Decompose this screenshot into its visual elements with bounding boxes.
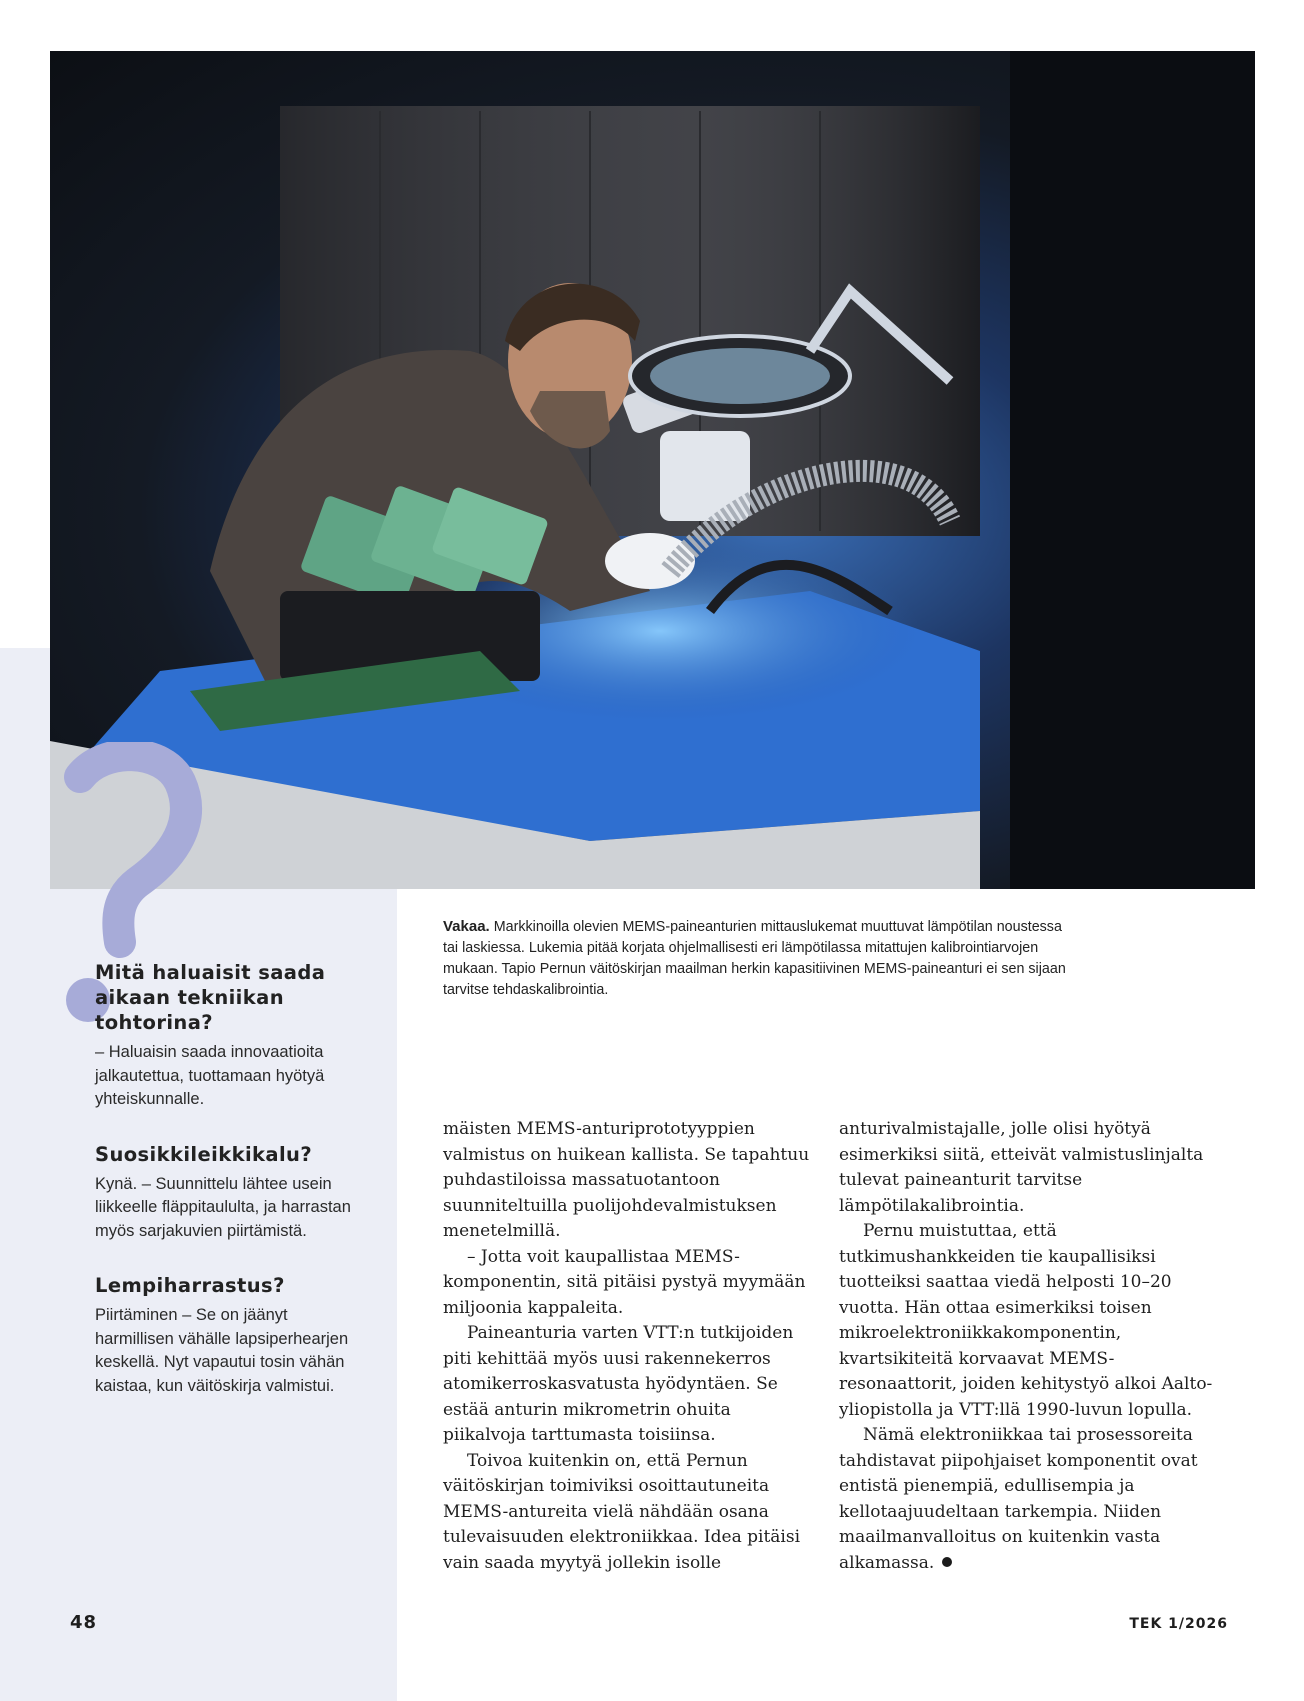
- qa-answer: Kynä. – Suunnittelu lähtee usein liikkeelle fläppitaululta, ja harrastan myös sarjakuvien piirtämistä.: [95, 1174, 351, 1240]
- article-paragraph: Toivoa kuitenkin on, että Pernun väitöskirjan toimiviksi osoittautuneita MEMS-antureita vielä nähdään osana tulevaisuuden elektroniikkaa. Idea pitäisi vain saada myytyä jollekin isolle: [443, 1450, 801, 1573]
- article-column-1: [443, 1117, 818, 1576]
- right-shadow: [1010, 51, 1255, 889]
- lab-photo: [50, 51, 1255, 889]
- photo-caption: [443, 916, 1068, 1001]
- article-paragraph: – Jotta voit kaupallistaa MEMS-komponentin, sitä pitäisi pystyä myymään miljoonia kappaleita.: [443, 1246, 806, 1318]
- page-number: 48: [70, 1612, 98, 1633]
- lab-photo-illustration: [50, 51, 1255, 889]
- qa-block: [95, 1273, 365, 1398]
- qa-question: Suosikkileikkikalu?: [95, 1142, 313, 1166]
- end-mark-icon: [942, 1557, 952, 1567]
- caption-lead: Vakaa.: [443, 918, 490, 935]
- qa-block: [95, 1142, 365, 1244]
- qa-question: Mitä haluaisit saada aikaan tekniikan tohtorina?: [95, 961, 326, 1034]
- article-paragraph-text: Nämä elektroniikkaa tai prosessoreita tahdistavat piipohjaiset komponentit ovat entistä pienempiä, edullisempia ja kellotaajuudeltaan tarkempia. Niiden maailmanvalloitus on kuitenkin vasta alkamassa.: [839, 1425, 1198, 1573]
- qa-question: Lempiharrastus?: [95, 1274, 285, 1297]
- profile-sidebar: [95, 960, 365, 1428]
- issue-label: TEK 1/2026: [1129, 1616, 1228, 1632]
- qa-answer: Piirtäminen – Se on jäänyt harmillisen vähälle lapsiperhearjen keskellä. Nyt vapautui tosin vähän kaistaa, kun väitöskirja valmistui.: [95, 1306, 349, 1395]
- caption-text: Markkinoilla olevien MEMS-paineanturien mittauslukemat muuttuvat lämpötilan noustessa tai laskiessa. Lukemia pitää korjata ohjelmallisesti eri lämpötilassa mitattujen kalibrointiarvojen mukaan. Tapio Pernun väitöskirjan maailman herkin kapasitiivinen MEMS-paineanturi ei sen sijaan tarvitse tehdaskalibrointia.: [443, 919, 1066, 998]
- qa-answer: – Haluaisin saada innovaatioita jalkautettua, tuottamaan hyötyä yhteiskunnalle.: [95, 1043, 325, 1108]
- article-paragraph: Pernu muistuttaa, että tutkimushankkeiden tie kaupallisiksi tuotteiksi saattaa viedä helposti 10–20 vuotta. Hän ottaa esimerkiksi toisen mikroelektroniikkakomponentin, kvartsikiteitä korvaavat MEMS-resonaattorit, joiden kehitystyö alkoi Aalto-yliopistolla ja VTT:llä 1990-luvun lopulla.: [839, 1221, 1213, 1420]
- qa-block: [95, 960, 365, 1112]
- article-paragraph-last: [839, 1423, 1214, 1576]
- magnifier-lens: [650, 348, 830, 404]
- article-paragraph: mäisten MEMS-anturiprototyyppien valmistus on huikean kallista. Se tapahtuu puhdastiloissa massatuotantoon suunniteltuilla puolijohdevalmistuksen menetelmillä.: [443, 1119, 810, 1241]
- article-paragraph: anturivalmistajalle, jolle olisi hyötyä esimerkiksi siitä, etteivät valmistuslinjalta tulevat paineanturit tarvitse lämpötilakalibrointia.: [839, 1119, 1204, 1216]
- article-column-2: [839, 1117, 1214, 1576]
- article-paragraph: Paineanturia varten VTT:n tutkijoiden piti kehittää myös uusi rakennekerros atomikerroskasvatusta hyödyntäen. Se estää anturin mikrometrin ohuita piikalvoja tarttumasta toisiinsa.: [443, 1323, 794, 1445]
